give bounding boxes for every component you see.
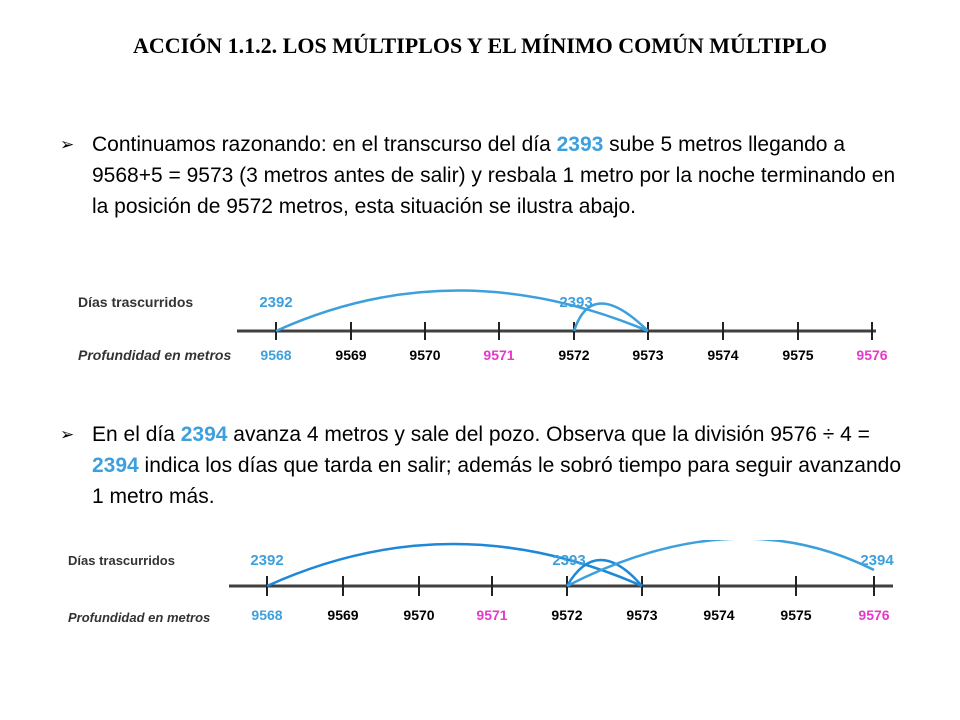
depth-tick-label: 9575 <box>782 347 814 363</box>
depth-tick-label: 9572 <box>558 347 590 363</box>
depth-tick-label: 9571 <box>476 607 508 623</box>
text-run: 4 = <box>834 423 870 446</box>
depth-tick-label: 9574 <box>703 607 735 623</box>
highlight-day: 2394 <box>180 423 228 446</box>
depth-tick-label: 9571 <box>483 347 515 363</box>
depth-tick-label: 9572 <box>551 607 583 623</box>
depth-tick-label: 9569 <box>327 607 359 623</box>
text-run: avanza 4 metros y sale del pozo. Observa que la división 9576 <box>227 423 823 446</box>
depth-tick-label: 9576 <box>856 347 888 363</box>
depth-tick-label: 9570 <box>403 607 435 623</box>
bullet-text-1 <box>92 129 910 222</box>
day-label: 2392 <box>259 294 293 311</box>
page-title: ACCIÓN 1.1.2. LOS MÚLTIPLOS Y EL MÍNIMO COMÚN MÚLTIPLO <box>132 33 828 58</box>
text-run: Continuamos razonando: en el transcurso del día <box>92 133 557 156</box>
depth-tick-label: 9568 <box>260 347 292 363</box>
day-label: 2394 <box>860 552 894 569</box>
day-label: 2393 <box>559 294 593 311</box>
number-line-diagram-2 <box>0 540 960 630</box>
arrow-bullet-icon: ➢ <box>60 135 75 154</box>
bullet-paragraph-2 <box>60 419 910 512</box>
depth-tick-label: 9573 <box>632 347 664 363</box>
text-run: indica los días que tarda en salir; además le sobró tiempo para seguir avanzando 1 metro más. <box>92 454 902 508</box>
depth-label: Profundidad en metros <box>78 347 232 363</box>
bullet-text-2 <box>92 419 910 512</box>
depth-tick-label: 9568 <box>251 607 283 623</box>
depth-tick-label: 9575 <box>780 607 812 623</box>
day-label: 2393 <box>552 552 586 569</box>
arrow-bullet-icon: ➢ <box>60 425 75 444</box>
day-label: 2392 <box>250 552 284 569</box>
number-line-diagram-1 <box>0 280 960 375</box>
depth-label: Profundidad en metros <box>68 610 211 625</box>
depth-tick-label: 9573 <box>626 607 658 623</box>
depth-tick-label: 9570 <box>409 347 441 363</box>
bullet-paragraph-1 <box>60 129 910 222</box>
depth-tick-label: 9569 <box>335 347 367 363</box>
depth-tick-label: 9576 <box>858 607 890 623</box>
highlight-day: 2393 <box>556 133 604 156</box>
depth-tick-label: 9574 <box>707 347 739 363</box>
days-label: Días trascurridos <box>78 294 194 310</box>
text-run: En el día <box>92 423 181 446</box>
text-run: sube 5 metros llegando a 9568+5 = 9573 (3 metros antes de salir) y resbala 1 metro por la noche terminando en la posición de 9572 metros, esta situación se ilustra abajo. <box>92 133 896 218</box>
days-label: Días trascurridos <box>68 553 175 568</box>
division-sign: ÷ <box>822 423 835 446</box>
highlight-result: 2394 <box>92 454 139 477</box>
